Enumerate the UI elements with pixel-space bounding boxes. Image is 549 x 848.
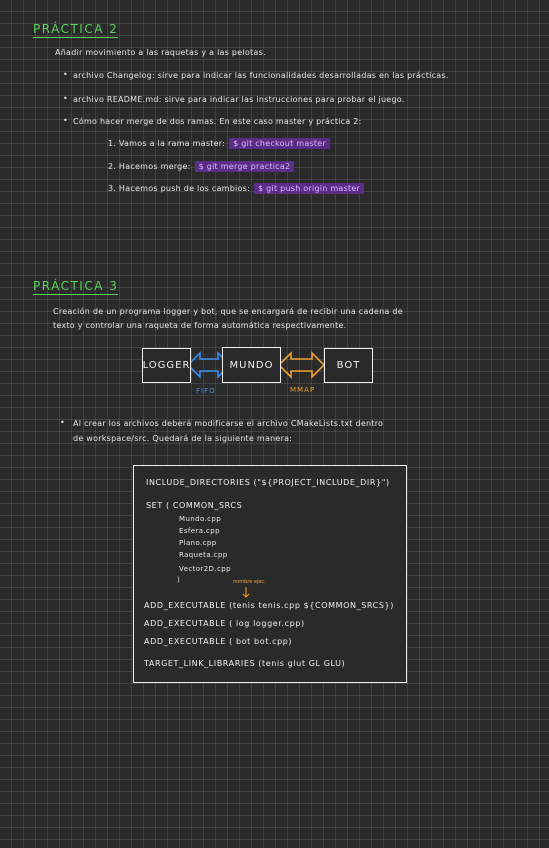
- fifo-label: FIFO: [196, 387, 216, 395]
- cmake-code-box: [133, 465, 407, 683]
- mundo-label: MUNDO: [229, 359, 274, 371]
- bullet-readme: archivo README.md: sirve para indicar las instrucciones para probar el juego.: [73, 95, 405, 104]
- command-push: $ git push origin master: [254, 183, 364, 194]
- bullet-changelog: archivo Changelog: sirve para indicar las funcionalidades desarrolladas en las prácticas.: [73, 71, 449, 80]
- logger-box: [142, 348, 191, 383]
- step-1: [108, 139, 330, 148]
- command-merge: $ git merge practica2: [195, 161, 295, 172]
- annotation-arrow-icon: [242, 586, 250, 598]
- bullet-merge: Cómo hacer merge de dos ramas. En este caso master y práctica 2:: [73, 117, 362, 126]
- source-file: Plano.cpp: [179, 539, 217, 547]
- code-target-link-libraries: TARGET_LINK_LIBRARIES (tenis glut GL GLU): [144, 659, 346, 668]
- step-2-text: 2. Hacemos merge:: [108, 162, 191, 171]
- code-add-executable-log: ADD_EXECUTABLE ( log logger.cpp): [144, 619, 305, 628]
- cmake-bullet-line-2: de workspace/src. Quedará de la siguiente manera:: [73, 434, 293, 443]
- section-2-intro-line-2: texto y controlar una raqueta de forma automática respectivamente.: [53, 321, 347, 330]
- code-set-common-srcs: SET ( COMMON_SRCS: [146, 501, 243, 510]
- section-title-practica-2: PRÁCTICA 2: [33, 22, 119, 36]
- code-add-executable-bot: ADD_EXECUTABLE ( bot bot.cpp): [144, 637, 293, 646]
- bullet-dot: •: [63, 94, 68, 103]
- mmap-label: MMAP: [290, 386, 316, 394]
- step-1-text: 1. Vamos a la rama master:: [108, 139, 226, 148]
- bot-label: BOT: [336, 360, 361, 371]
- source-file: Esfera.cpp: [179, 527, 220, 535]
- source-file: Mundo.cpp: [179, 515, 222, 523]
- cmake-bullet-line-1: Al crear los archivos deberá modificarse el archivo CMakeLists.txt dentro: [73, 419, 384, 428]
- step-2: [108, 162, 294, 171]
- mmap-arrow: [279, 353, 324, 377]
- step-3: [108, 184, 364, 193]
- code-add-executable-tenis: ADD_EXECUTABLE (tenis tenis.cpp ${COMMON_SRCS}): [144, 601, 394, 610]
- bot-box: [324, 348, 373, 383]
- bullet-dot: •: [60, 418, 65, 427]
- source-file: Raqueta.cpp: [179, 551, 228, 559]
- logger-label: LOGGER: [142, 360, 191, 371]
- source-file: Vector2D.cpp: [179, 565, 231, 573]
- annotation-nombre-ejec: nombre ejec.: [233, 579, 266, 585]
- bullet-dot: •: [63, 116, 68, 125]
- section-2-intro-line-1: Creación de un programa logger y bot, que se encargará de recibir una cadena de: [53, 307, 403, 316]
- command-checkout: $ git checkout master: [229, 138, 330, 149]
- code-include-directories: INCLUDE_DIRECTORIES ("${PROJECT_INCLUDE_DIR}"): [146, 478, 390, 487]
- step-3-text: 3. Hacemos push de los cambios:: [108, 184, 251, 193]
- section-title-practica-3: PRÁCTICA 3: [33, 279, 119, 293]
- code-close-paren: ): [177, 576, 181, 584]
- section-1-intro: Añadir movimiento a las raquetas y a las pelotas.: [55, 48, 266, 57]
- mundo-box: [222, 347, 281, 383]
- bullet-dot: •: [63, 70, 68, 79]
